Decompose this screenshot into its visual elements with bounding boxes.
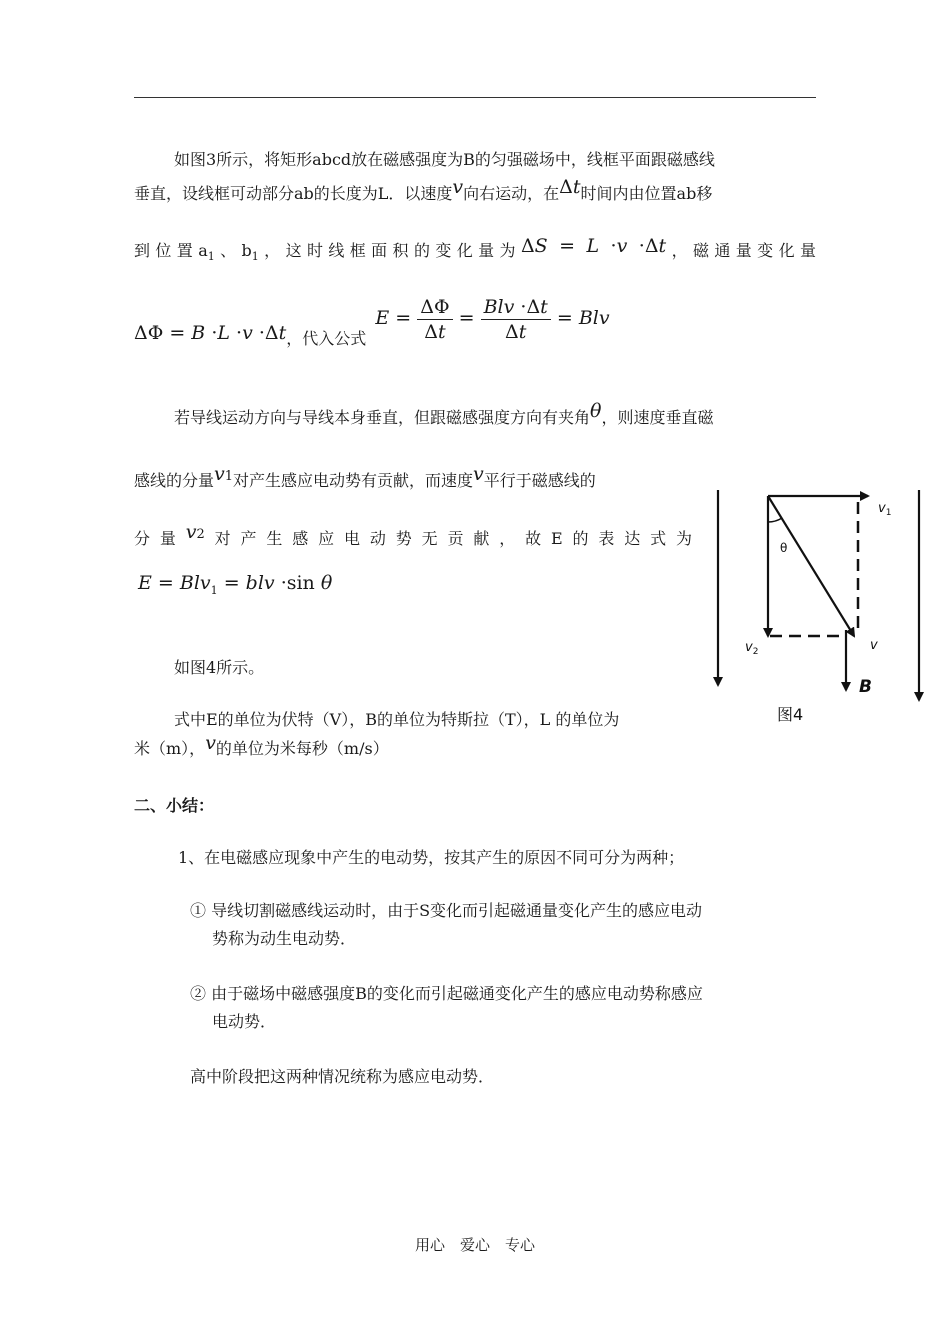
para1-line1: 如图3所示，将矩形abcd放在磁感强度为B的匀强磁场中，线框平面跟磁感线 [174,150,715,169]
emf-formula: E = $\frac{\Delta\Phi}{\Delta t}$ = $\frac{\text{Blv ·Δt}}{\Delta t}$ = Blv [375,295,610,343]
summary-sub2-line2: 电动势． [212,1012,277,1031]
para1-line3-text-a: 到位置a [134,241,208,260]
para1-line2-text-a: 垂直，设线框可动部分ab的长度为L．以速度 [134,184,453,203]
para2-line3 [134,521,692,551]
para2-line2 [134,463,596,493]
v1-symbol: v1 [214,463,234,485]
v-arrow [768,496,854,636]
para2-line2-text-a: 感线的分量 [134,471,215,490]
v-symbol-2: v [473,463,484,485]
figure-4-diagram [700,480,940,730]
label-B: B [859,677,872,697]
page-footer: 用心 爱心 专心 [414,1236,535,1254]
para2-line3-text-b: 对产生感应电动势无贡献，故E的表达式为 [204,529,692,548]
v2-symbol: v2 [185,521,205,543]
figure-caption: 图4 [777,705,804,724]
summary-item-1: 1、在电磁感应现象中产生的电动势，按其产生的原因不同可分为两种； [178,848,685,867]
summary-sub1-line1: ① 导线切割磁感线运动时，由于S变化而引起磁通量变化产生的感应电动 [190,901,703,920]
header-rule [134,97,816,98]
flux-change-formula: ΔΦ = B ·L ·v ·Δt [134,321,287,344]
sub-1a: 1 [207,250,215,264]
para1-line3 [134,235,816,267]
para2-line2-text-b: 对产生感应电动势有贡献，而速度 [233,471,474,490]
label-v1: $v_1$ [878,501,892,518]
para1-line3-text-b: 、b [214,241,252,260]
para1-line4-text-a: ，代入公式 [286,328,367,348]
fraction-blv: $\frac{\text{Blv ·Δt}}{\Delta t}$ [481,295,551,344]
para1-line2 [134,176,713,204]
para3: 如图4所示。 [174,658,265,677]
para1-line2-text-c: 时间内由位置ab移 [580,184,713,203]
para1-line4 [134,295,610,350]
emf-angle-formula: E = Blv$_1$ = blv ·sin θ [138,572,333,597]
v-symbol-3: v [205,732,216,754]
summary-sub1-line2: 势称为动生电动势． [212,929,357,948]
theta-arc [768,518,782,522]
para2-line1-text-b: ，则速度垂直磁 [601,408,714,427]
summary-heading: 二、小结： [134,796,215,815]
theta-symbol: θ [590,400,602,422]
para1-line3-text-c: ，这时线框面积的变化量为 [258,241,521,260]
para2-line1-text-a: 若导线运动方向与导线本身垂直，但跟磁感强度方向有夹角 [174,408,591,427]
para2-line1 [174,400,714,428]
label-v2: $v_2$ [745,640,759,657]
summary-sub2-line1: ② 由于磁场中磁感强度B的变化而引起磁通变化产生的感应电动势称感应 [190,984,703,1003]
para4-line2 [134,732,389,759]
summary-closing: 高中阶段把这两种情况统称为感应电动势． [190,1067,495,1086]
label-v: v [870,638,878,653]
label-theta: θ [780,541,788,555]
para1-line3-text-d: ，磁通量变化量 [666,241,816,260]
para2-line3-text-a: 分量 [134,529,186,548]
para4-line2-text-b: 的单位为米每秒（m/s） [215,739,389,758]
para4-line1: 式中E的单位为伏特（V），B的单位为特斯拉（T），L 的单位为 [174,710,620,729]
velocity-symbol: v [452,176,464,198]
sub-1b: 1 [251,250,259,264]
delta-t-symbol: Δt [559,176,581,198]
para1-line2-text-b: 向右运动，在 [463,184,560,203]
para2-line2-text-c: 平行于磁感线的 [483,471,596,490]
fraction-flux-over-time: $\frac{\Delta\Phi}{\Delta t}$ [417,295,452,344]
area-change-formula: ΔS = L ·v ·Δt [520,235,667,257]
para4-line2-text-a: 米（m）， [134,739,206,758]
